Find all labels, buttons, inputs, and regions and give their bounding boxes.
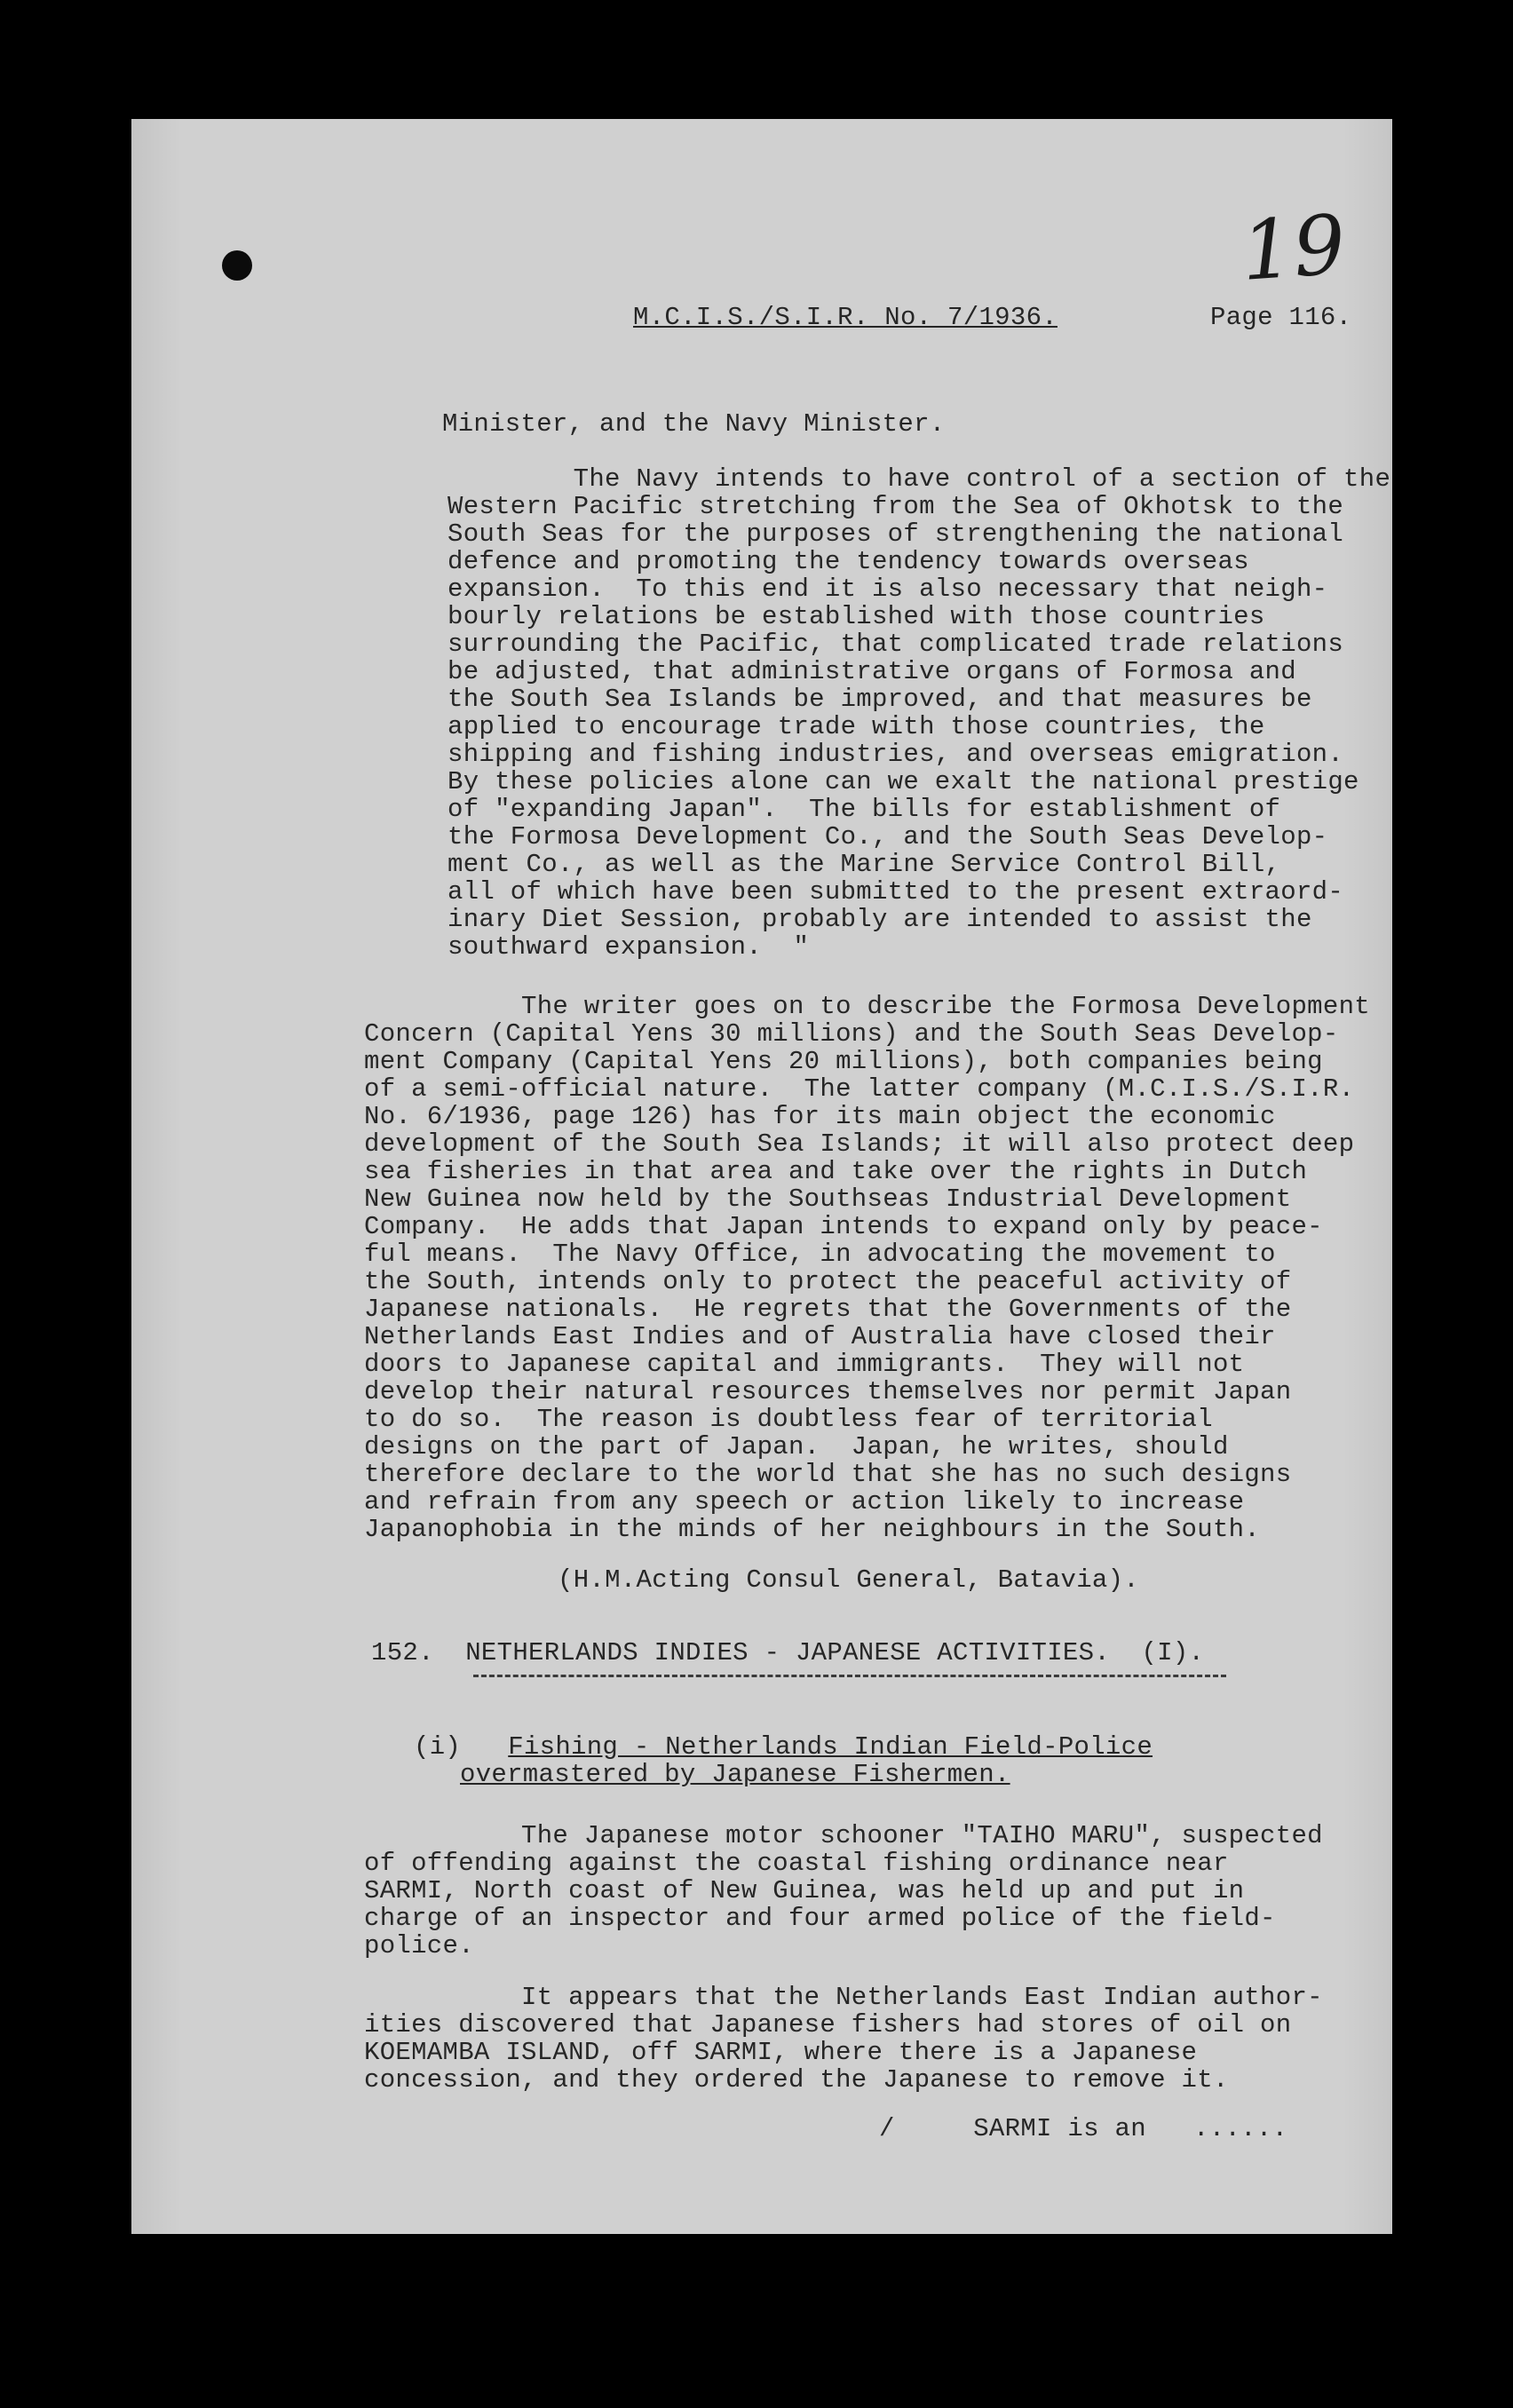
text-line: of a semi-official nature. The latter company (M.C.I.S./S.I.R. (364, 1074, 1355, 1104)
text-line: develop their natural resources themselves nor permit Japan (364, 1377, 1292, 1406)
paragraph-4 (364, 1822, 1323, 1960)
text-line: No. 6/1936, page 126) has for its main object the economic (364, 1102, 1276, 1131)
text-line: of offending against the coastal fishing ordinance near (364, 1849, 1229, 1878)
subsection-number: (i) (414, 1732, 462, 1762)
subsection-title-line (414, 1733, 1153, 1761)
text-line: charge of an inspector and four armed police of the field- (364, 1904, 1276, 1933)
source-attribution: (H.M.Acting Consul General, Batavia). (558, 1565, 1140, 1595)
text-line: SARMI, North coast of New Guinea, was held up and put in (364, 1876, 1245, 1905)
folio-number: 19 (1238, 197, 1349, 299)
page-number: Page 116. (1210, 303, 1352, 332)
text-line: inary Diet Session, probably are intended to assist the (448, 905, 1312, 934)
text-line: designs on the part of Japan. Japan, he writes, should (364, 1432, 1229, 1461)
text-line: and refrain from any speech or action likely to increase (364, 1487, 1245, 1517)
text-line: Japanophobia in the minds of her neighbours in the South. (364, 1515, 1261, 1544)
text-line: defence and promoting the tendency towards overseas (448, 547, 1249, 576)
paragraph-3 (364, 993, 1370, 1543)
text-line: Concern (Capital Yens 30 millions) and the South Seas Develop- (364, 1019, 1339, 1049)
subsection-heading (414, 1733, 1153, 1788)
section-heading: 152. NETHERLANDS INDIES - JAPANESE ACTIVITIES. (I). (371, 1638, 1205, 1667)
paragraph-5 (364, 1984, 1323, 2094)
text-line: Netherlands East Indies and of Australia have closed their (364, 1322, 1276, 1351)
text-line: Company. He adds that Japan intends to expand only by peace- (364, 1212, 1323, 1241)
text-line: to do so. The reason is doubtless fear of territorial (364, 1405, 1213, 1434)
report-reference: M.C.I.S./S.I.R. No. 7/1936. (633, 303, 1058, 332)
text-line: KOEMAMBA ISLAND, off SARMI, where there is a Japanese (364, 2038, 1198, 2067)
text-line: The Japanese motor schooner "TAIHO MARU", suspected (364, 1821, 1323, 1850)
text-line: By these policies alone can we exalt the national prestige (448, 767, 1359, 796)
text-line: development of the South Sea Islands; it will also protect deep (364, 1129, 1355, 1159)
text-line: ities discovered that Japanese fishers had stores of oil on (364, 2010, 1292, 2040)
text-line: concession, and they ordered the Japanese to remove it. (364, 2065, 1229, 2095)
text-line: the South Sea Islands be improved, and that measures be (448, 685, 1312, 714)
text-line: ment Co., as well as the Marine Service Control Bill, (448, 850, 1281, 879)
text-line: The Navy intends to have control of a section of the (448, 464, 1391, 494)
text-line: It appears that the Netherlands East Indian author- (364, 1983, 1323, 2012)
text-line: sea fisheries in that area and take over the rights in Dutch (364, 1157, 1308, 1186)
text-line: applied to encourage trade with those countries, the (448, 712, 1265, 741)
text-line: the Formosa Development Co., and the South Seas Develop- (448, 822, 1328, 852)
text-line: bourly relations be established with those countries (448, 602, 1265, 631)
text-line: The writer goes on to describe the Formosa Development (364, 992, 1370, 1021)
document-page (131, 119, 1392, 2234)
text-line: police. (364, 1931, 474, 1960)
heading-rule (473, 1675, 1226, 1677)
text-line: ful means. The Navy Office, in advocating the movement to (364, 1240, 1276, 1269)
text-line: ment Company (Capital Yens 20 millions), both companies being (364, 1047, 1323, 1076)
text-line: therefore declare to the world that she has no such designs (364, 1460, 1292, 1489)
text-line: of "expanding Japan". The bills for establishment of (448, 795, 1281, 824)
text-line: the South, intends only to protect the peaceful activity of (364, 1267, 1292, 1296)
text-line: South Seas for the purposes of strengthening the national (448, 519, 1344, 549)
paragraph-1 (442, 410, 946, 438)
text-line: expansion. To this end it is also necessary that neigh- (448, 574, 1328, 604)
subsection-title-line: overmastered by Japanese Fishermen. (460, 1760, 1010, 1789)
text-line: Western Pacific stretching from the Sea of Okhotsk to the (448, 492, 1344, 521)
paragraph-2 (448, 465, 1390, 961)
text-line: shipping and fishing industries, and overseas emigration. (448, 740, 1344, 769)
text-line: Minister, and the Navy Minister. (442, 409, 946, 439)
punch-hole (222, 250, 252, 281)
text-line: be adjusted, that administrative organs of Formosa and (448, 657, 1296, 686)
text-line: doors to Japanese capital and immigrants. They will not (364, 1350, 1245, 1379)
text-line: Japanese nationals. He regrets that the Governments of the (364, 1295, 1292, 1324)
continuation-catchword: / SARMI is an ...... (879, 2114, 1288, 2143)
subsection-title: Fishing - Netherlands Indian Field-Police (508, 1732, 1153, 1762)
text-line: New Guinea now held by the Southseas Industrial Development (364, 1184, 1292, 1214)
text-line: all of which have been submitted to the present extraord- (448, 877, 1344, 907)
text-line: surrounding the Pacific, that complicated trade relations (448, 630, 1344, 659)
text-line: southward expansion. " (448, 932, 810, 962)
